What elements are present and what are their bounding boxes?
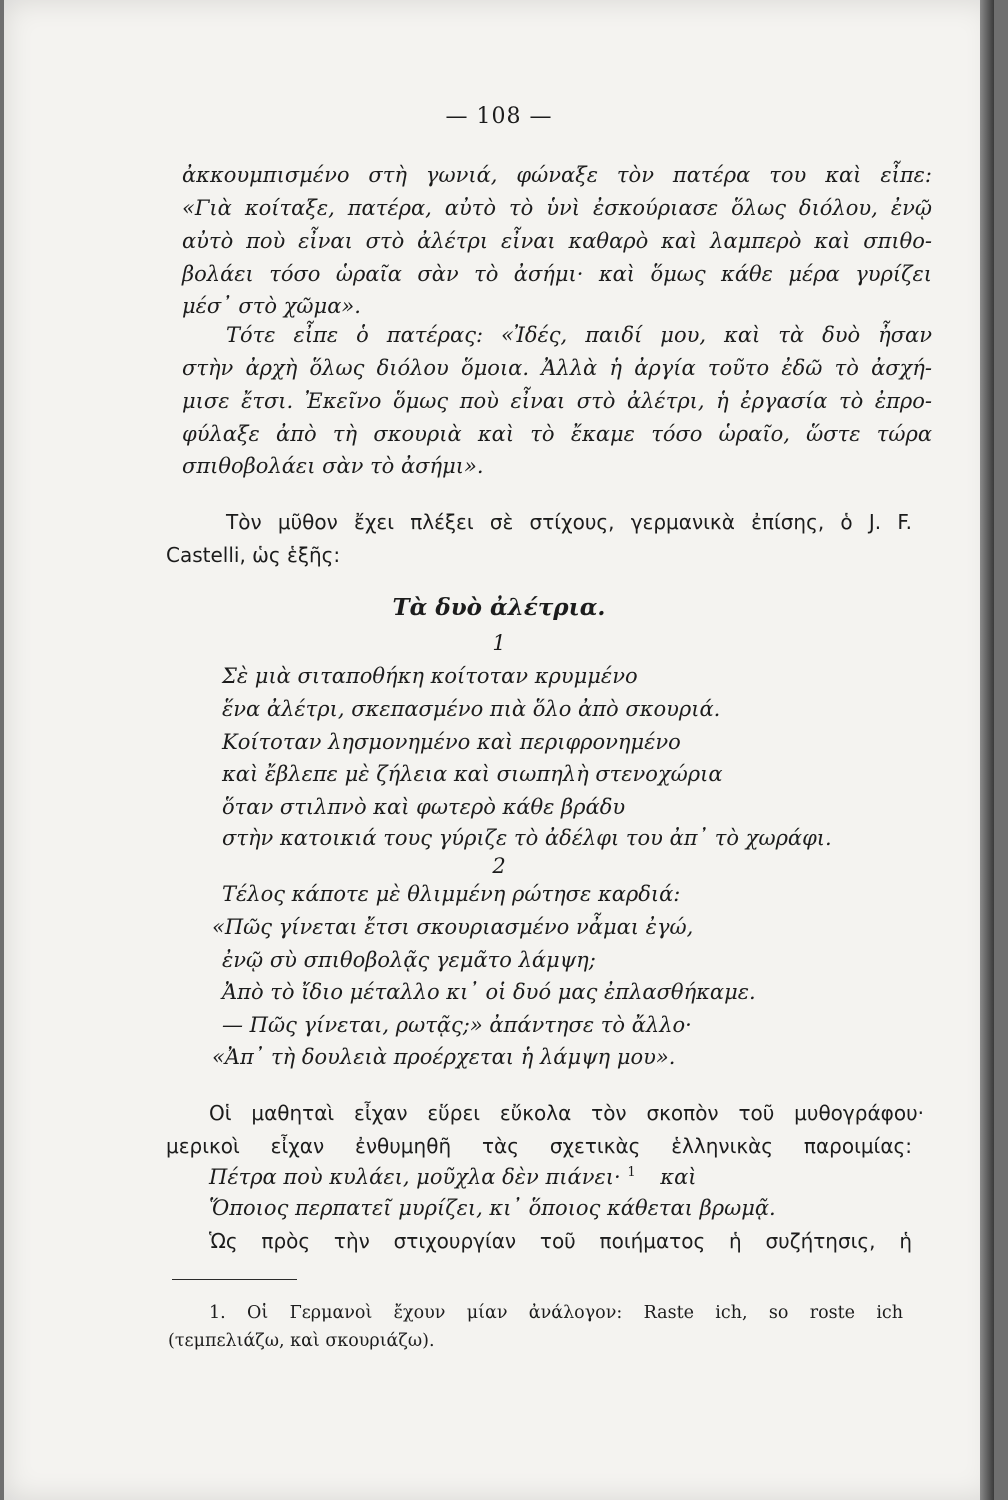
page-number: — 108 — [445,104,553,129]
paragraph2-line: μισε ἔτσι. Ἐκεῖνο ὅμως ποὺ εἶναι στὸ ἀλέτρι, ἡ ἐργασία τὸ ἐπρο- [182,389,932,413]
stanza-number: 2 [492,854,506,878]
paragraph4-line: Οἱ μαθηταὶ εἶχαν εὕρει εὔκολα τὸν σκοπὸν τοῦ μυθογράφου· [209,1101,924,1125]
book-page [4,0,994,1500]
paragraph2-line: σπιθοβολάει σὰν τὸ ἀσήμι». [182,454,484,478]
paragraph1-line: «Γιὰ κοίταξε, πατέρα, αὐτὸ τὸ ὑνὶ ἐσκούριασε ὅλως διόλου, ἐνῷ [182,196,932,220]
proverb-continuation: καὶ [660,1165,697,1189]
poem-verse: «Ἀπ᾽ τὴ δουλειὰ προέρχεται ἡ λάμψη μου». [212,1045,676,1069]
paragraph2-line: φύλαξε ἀπὸ τὴ σκουριὰ καὶ τὸ ἔκαμε τόσο ὡραῖο, ὥστε τώρα [182,422,932,446]
proverb-text: Πέτρα ποὺ κυλάει, μοῦχλα δὲν πιάνει· [209,1165,621,1189]
paragraph1-line: αὐτὸ ποὺ εἶναι στὸ ἀλέτρι εἶναι καθαρὸ καὶ λαμπερὸ καὶ σπιθο- [182,229,932,253]
paragraph4-line: μερικοὶ εἶχαν ἐνθυμηθῆ τὰς σχετικὰς ἑλληνικὰς παροιμίας: [166,1134,912,1158]
poem-verse: Κοίτοταν λησμονημένο καὶ περιφρονημένο [222,730,681,754]
footnote-line: 1. Οἱ Γερμανοὶ ἔχουν μίαν ἀνάλογον: Raste ich, so roste ich [209,1303,903,1323]
proverb-line [209,1165,696,1189]
paragraph3-line: Τὸν μῦθον ἔχει πλέξει σὲ στίχους, γερμανικὰ ἐπίσης, ὁ J. F. [226,510,912,534]
paragraph5-line: Ὡς πρὸς τὴν στιχουργίαν τοῦ ποιήματος ἡ συζήτησις, ἡ [209,1229,912,1253]
proverb-line: Ὅποιος περπατεῖ μυρίζει, κι᾽ ὅποιος κάθεται βρωμᾷ. [209,1196,776,1220]
poem-verse: Ἀπὸ τὸ ἴδιο μέταλλο κι᾽ οἱ δυό μας ἐπλασθήκαμε. [222,980,756,1004]
stanza-number: 1 [492,631,506,655]
poem-title: Τὰ δυὸ ἀλέτρια. [392,594,606,621]
paragraph1-line: βολάει τόσο ὡραῖα σὰν τὸ ἀσήμι· καὶ ὅμως κάθε μέρα γυρίζει [182,262,932,286]
paragraph3-line: Castelli, ὡς ἑξῆς: [166,543,341,567]
paragraph1-line: ἀκκουμπισμένο στὴ γωνιά, φώναξε τὸν πατέρα του καὶ εἶπε: [182,163,932,187]
poem-verse: Τέλος κάποτε μὲ θλιμμένη ρώτησε καρδιά: [222,882,681,906]
page-edge-shadow [980,0,994,1500]
poem-verse: — Πῶς γίνεται, ρωτᾷς;» ἀπάντησε τὸ ἄλλο· [222,1013,692,1037]
poem-verse: Σὲ μιὰ σιταποθήκη κοίτοταν κρυμμένο [222,664,638,688]
poem-verse: ὅταν στιλπνὸ καὶ φωτερὸ κάθε βράδυ [222,795,626,819]
paragraph1-line: μέσ᾽ στὸ χῶμα». [182,294,361,318]
poem-verse: ἐνῷ σὺ σπιθοβολᾷς γεμᾶτο λάμψη; [222,948,596,972]
footnote-marker: 1 [627,1165,636,1180]
poem-verse: ἕνα ἀλέτρι, σκεπασμένο πιὰ ὅλο ἀπὸ σκουριά. [222,697,721,721]
footnote-line: (τεμπελιάζω, καὶ σκουριάζω). [168,1331,435,1351]
footnote-rule [172,1279,297,1280]
poem-verse: καὶ ἔβλεπε μὲ ζήλεια καὶ σιωπηλὴ στενοχώρια [222,762,723,786]
poem-verse: «Πῶς γίνεται ἔτσι σκουριασμένο νἆμαι ἐγώ, [212,915,694,939]
paragraph2-line: στὴν ἀρχὴ ὅλως διόλου ὅμοια. Ἀλλὰ ἡ ἀργία τοῦτο ἐδῶ τὸ ἀσχή- [182,356,932,380]
poem-verse: στὴν κατοικιά τους γύριζε τὸ ἀδέλφι του ἀπ᾽ τὸ χωράφι. [222,826,832,850]
paragraph2-line: Τότε εἶπε ὁ πατέρας: «Ἰδές, παιδί μου, καὶ τὰ δυὸ ἦσαν [226,323,932,347]
